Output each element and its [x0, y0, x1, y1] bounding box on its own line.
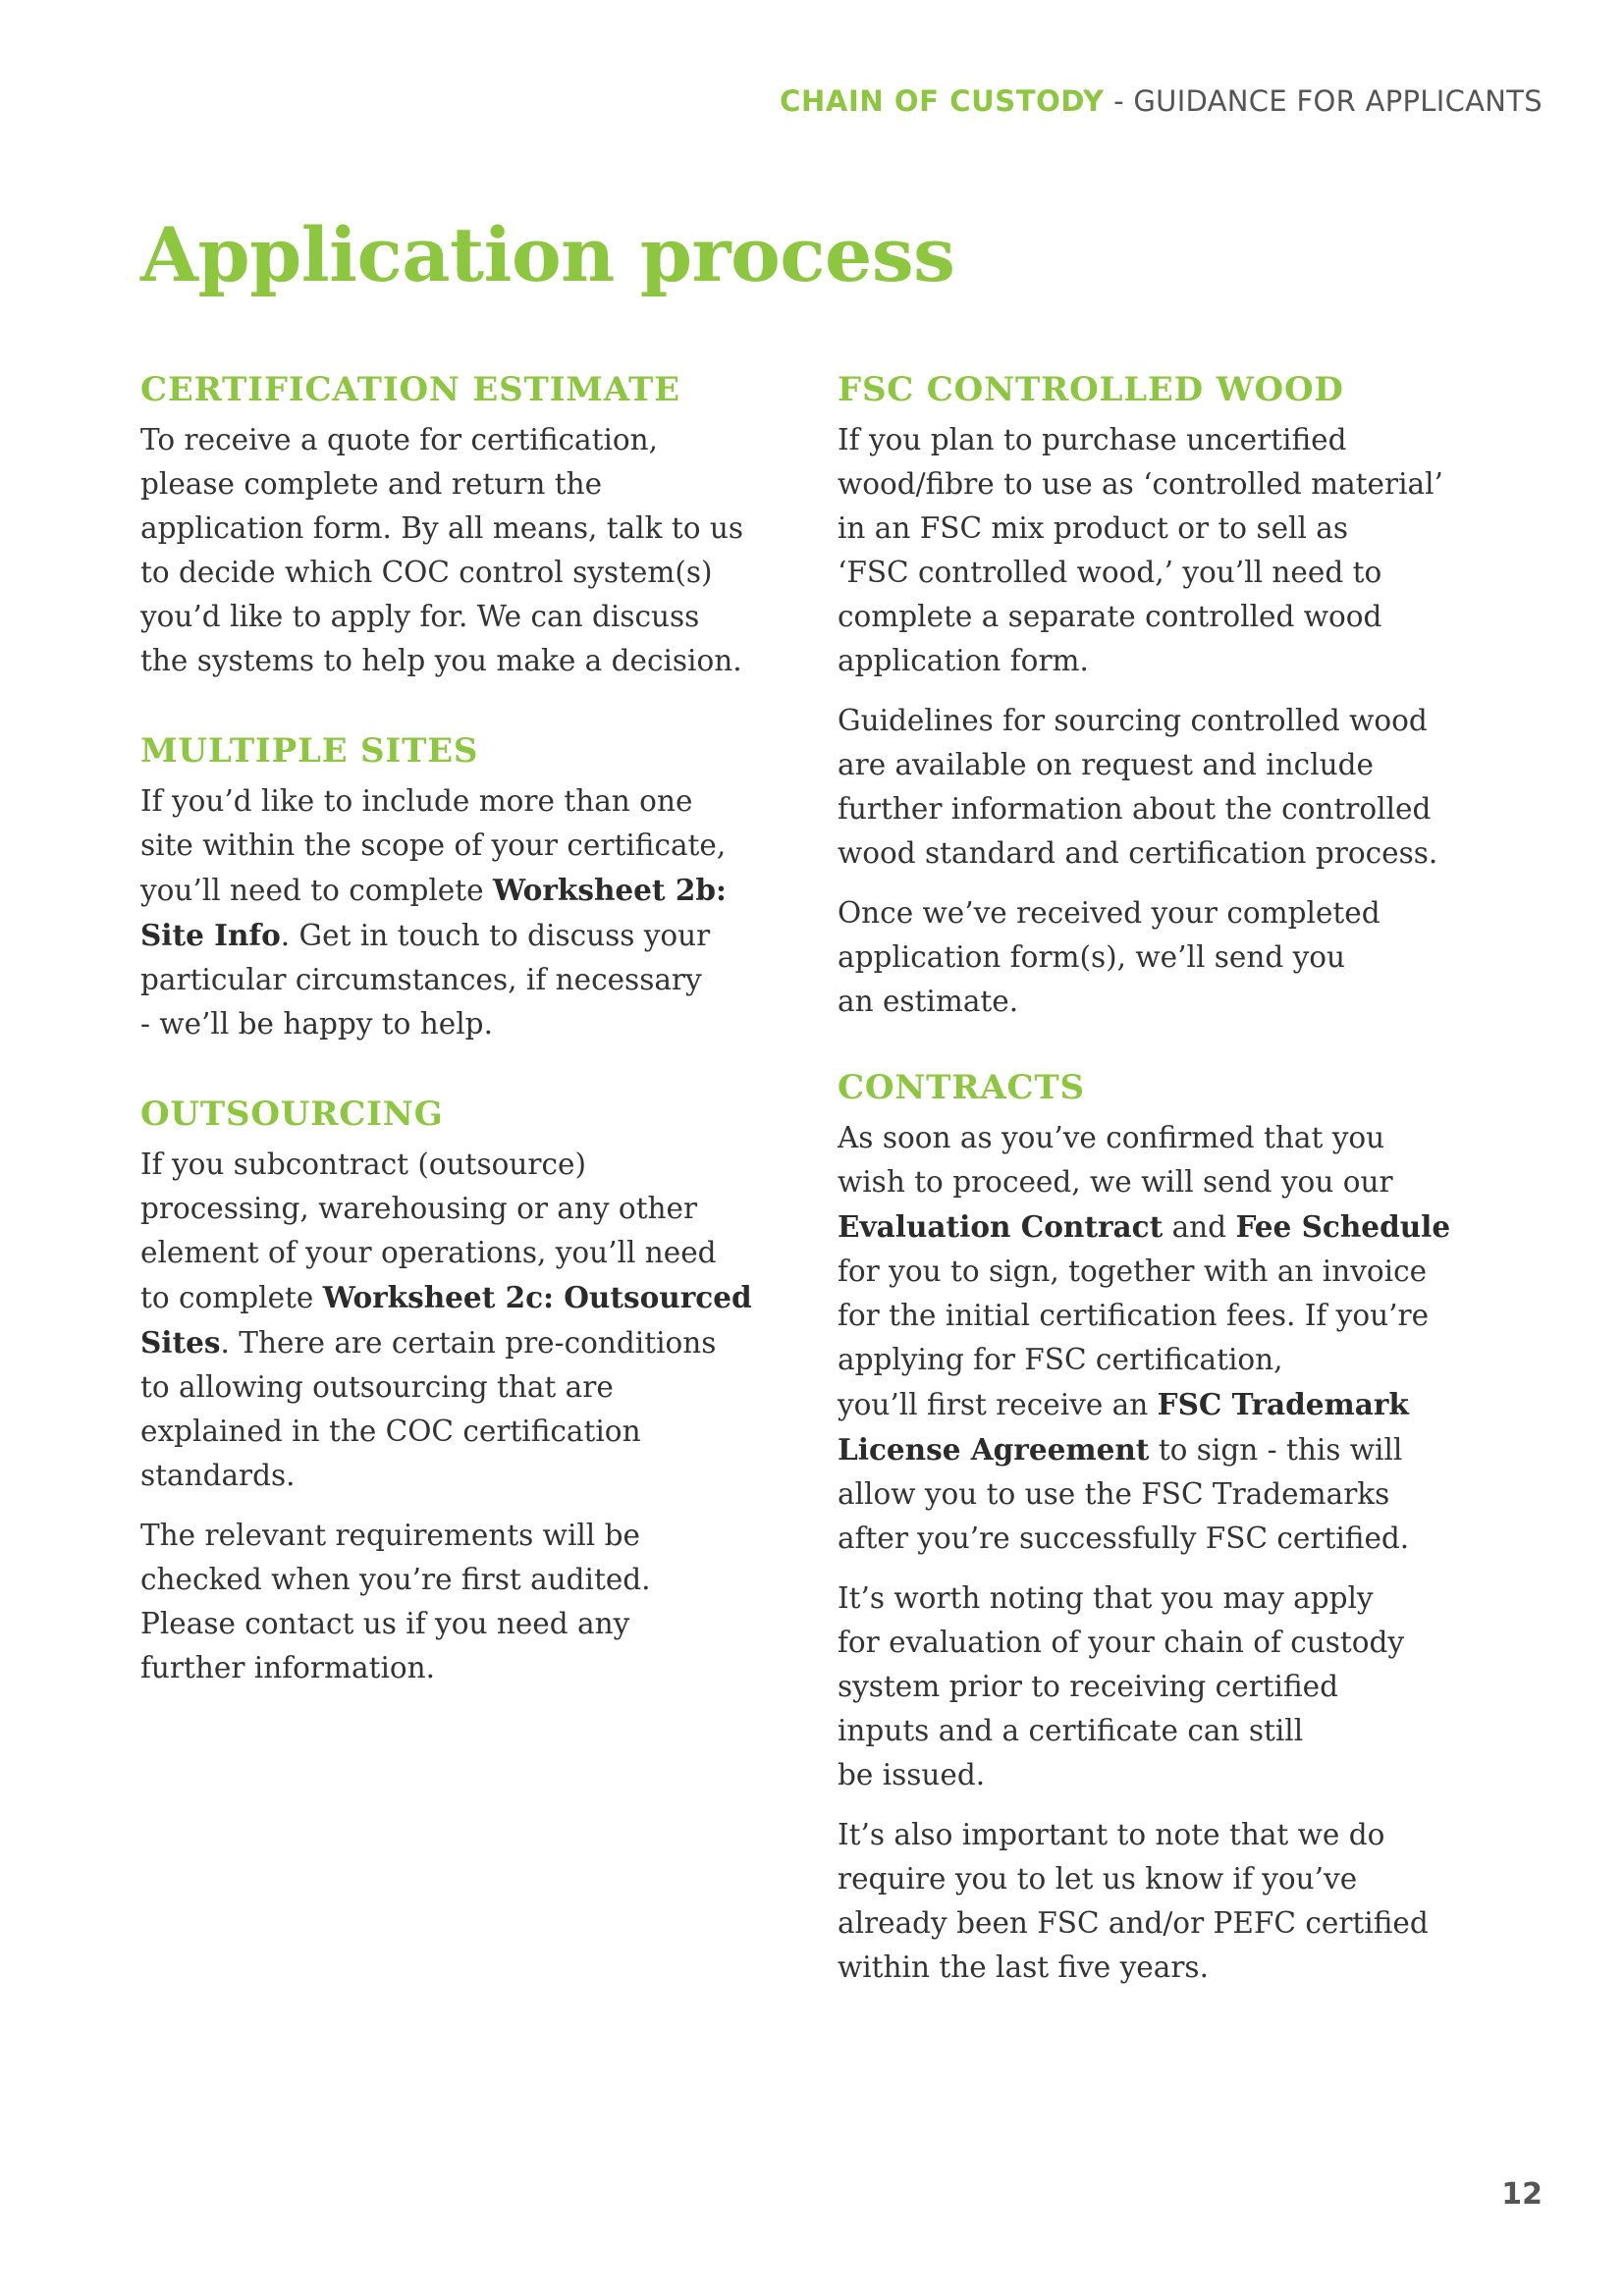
section-fsc-controlled-wood: [838, 365, 1515, 1024]
text-line: applying for FSC certification,: [838, 1343, 1283, 1376]
text-line: application form.: [838, 644, 1089, 677]
text-line: system prior to receiving certified: [838, 1670, 1338, 1703]
text-line: within the last five years.: [838, 1950, 1209, 1984]
section-certification-estimate: [140, 365, 818, 683]
text-line: to decide which COC control system(s): [140, 556, 713, 589]
text-line: for the initial certification fees. If you’re: [838, 1299, 1430, 1332]
text-line: you’d like to apply for. We can discuss: [140, 600, 700, 633]
bold-term: FSC Trademark: [1157, 1387, 1409, 1421]
text-span: you’ll first receive an: [838, 1388, 1158, 1421]
text-line: require you to let us know if you’ve: [838, 1862, 1358, 1896]
bold-term: Sites: [140, 1325, 221, 1360]
paragraph: [140, 1514, 818, 1690]
section-heading: FSC CONTROLLED WOOD: [838, 370, 1344, 409]
text-line: standards.: [140, 1459, 296, 1492]
bold-term: Fee Schedule: [1235, 1209, 1451, 1244]
text-line: Please contact us if you need any: [140, 1607, 630, 1640]
text-line: for evaluation of your chain of custody: [838, 1626, 1405, 1659]
section-multiple-sites: [140, 726, 818, 1046]
text-line: further information about the controlled: [838, 792, 1432, 826]
section-heading: OUTSOURCING: [140, 1095, 444, 1134]
text-span: to complete: [140, 1281, 323, 1314]
section-heading: CERTIFICATION ESTIMATE: [140, 370, 680, 409]
text-line: inputs and a certificate can still: [838, 1714, 1304, 1747]
text-line: It’s also important to note that we do: [838, 1818, 1385, 1851]
section-heading: CONTRACTS: [838, 1068, 1085, 1107]
paragraph: [838, 699, 1515, 876]
text-line: If you plan to purchase uncertified: [838, 423, 1347, 456]
bold-term: Site Info: [140, 918, 281, 952]
text-line: processing, warehousing or any other: [140, 1192, 698, 1225]
bold-term: Worksheet 2b:: [492, 873, 727, 907]
text-line: checked when you’re first audited.: [140, 1563, 651, 1596]
text-line: Guidelines for sourcing controlled wood: [838, 704, 1428, 737]
text-line: be issued.: [838, 1758, 986, 1791]
text-line: wood/fibre to use as ‘controlled material’: [838, 467, 1443, 501]
header-accent: CHAIN OF CUSTODY: [780, 84, 1105, 118]
text-line: please complete and return the: [140, 467, 603, 501]
header-subtitle: GUIDANCE FOR APPLICANTS: [1133, 84, 1543, 118]
paragraph: [140, 1143, 818, 1498]
paragraph: [838, 1116, 1515, 1561]
bold-term: License Agreement: [838, 1432, 1150, 1467]
text-line: are available on request and include: [838, 748, 1374, 781]
section-heading: MULTIPLE SITES: [140, 731, 479, 771]
text-line: It’s worth noting that you may apply: [838, 1581, 1374, 1615]
text-line: allow you to use the FSC Trademarks: [838, 1477, 1390, 1511]
paragraph: [838, 1576, 1515, 1797]
text-line: to allowing outsourcing that are: [140, 1370, 614, 1404]
page-title: Application process: [140, 211, 955, 298]
section-outsourcing: [140, 1090, 818, 1690]
text-line: application form. By all means, talk to us: [140, 511, 743, 545]
text-line: particular circumstances, if necessary: [140, 963, 702, 996]
text-line: wish to proceed, we will send you our: [838, 1165, 1393, 1199]
text-line: To receive a quote for certification,: [140, 423, 659, 456]
paragraph: [140, 779, 818, 1046]
text-line: after you’re successfully FSC certified.: [838, 1522, 1410, 1555]
running-header: [780, 84, 1543, 118]
text-line: already been FSC and/or PEFC certified: [838, 1906, 1429, 1940]
text-line: If you subcontract (outsource): [140, 1148, 586, 1181]
text-line: site within the scope of your certificate,: [140, 828, 727, 862]
paragraph: [838, 1813, 1515, 1990]
section-contracts: [838, 1063, 1515, 1990]
text-line: explained in the COC certification: [140, 1415, 641, 1448]
text-span: . Get in touch to discuss your: [280, 919, 711, 952]
text-line: The relevant requirements will be: [140, 1519, 640, 1552]
text-line: wood standard and certification process.: [838, 836, 1438, 870]
left-column: [140, 365, 818, 1690]
header-separator: -: [1104, 84, 1134, 118]
text-span: you’ll need to complete: [140, 874, 493, 907]
text-line: further information.: [140, 1651, 436, 1684]
text-line: the systems to help you make a decision.: [140, 644, 742, 677]
text-line: in an FSC mix product or to sell as: [838, 511, 1349, 545]
text-line: Once we’ve received your completed: [838, 896, 1380, 930]
bold-term: Worksheet 2c: Outsourced: [322, 1280, 752, 1314]
paragraph: [140, 418, 818, 683]
text-line: As soon as you’ve confirmed that you: [838, 1121, 1385, 1154]
text-line: complete a separate controlled wood: [838, 600, 1382, 633]
bold-term: Evaluation Contract: [838, 1209, 1164, 1244]
text-span: and: [1163, 1210, 1236, 1244]
text-line: ‘FSC controlled wood,’ you’ll need to: [838, 556, 1382, 589]
paragraph: [838, 891, 1515, 1024]
text-span: . There are certain pre-conditions: [220, 1326, 717, 1360]
paragraph: [838, 418, 1515, 683]
text-line: for you to sign, together with an invoice: [838, 1255, 1428, 1288]
right-column: [838, 365, 1515, 1990]
text-line: element of your operations, you’ll need: [140, 1236, 717, 1269]
text-span: to sign - this will: [1149, 1433, 1403, 1467]
text-line: application form(s), we’ll send you: [838, 940, 1346, 974]
text-line: - we’ll be happy to help.: [140, 1007, 493, 1041]
text-line: an estimate.: [838, 985, 1019, 1018]
text-line: If you’d like to include more than one: [140, 784, 693, 818]
page-number: 12: [1501, 2177, 1543, 2212]
